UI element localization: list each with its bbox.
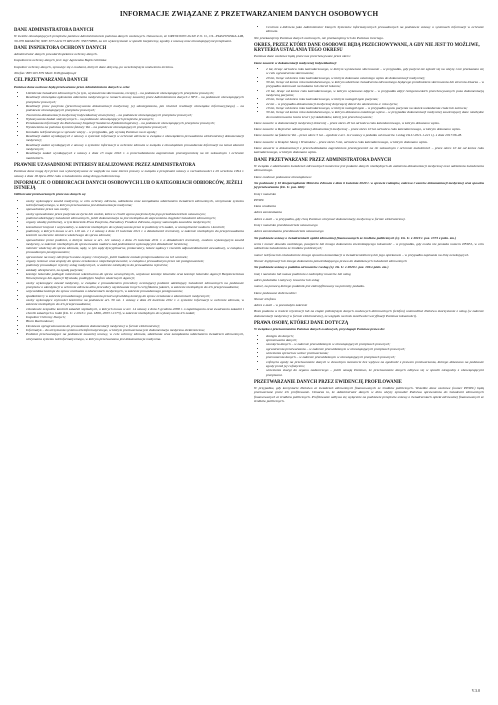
rights-lead: W związku z przetwarzaniem Państwa danych osobowych, przysługuje Państwu prawo do: — [254, 327, 386, 332]
list-item: • 20 lat, licząc od końca roku kalendarzowego, w którym dokonano ostatniego wpisu do dokumentacji medycznej; — [266, 76, 484, 80]
list-item: • uprawnione na mocy odrębnych ustaw organy i instytucje, jeżeli badanie zostało przeprowadzone na ich wniosek; — [26, 255, 244, 259]
list-item: • Informatyk – do utrzymania systemu teleinformatycznego, w którym przetwarzana jest dokumentacja medyczna elektroniczna; — [26, 328, 244, 332]
list-item: • 2 lat, licząc od końca roku kalendarzowego, w którym wystawiono skierowanie – w przypadku, gdy pacjent nie zgłosił się na wizytę i nie przekazano się w celu ograniczenia skierowania; — [266, 67, 484, 76]
recipients-list-continued — [254, 25, 484, 34]
data-field: Adres zamieszkania — [254, 210, 282, 215]
list-item: • Realizacji zadań wynikających z umowy o systemie informacji w ochronie zdrowia w związku z obowiązkiem prowadzenia elektronicznej dokumentacji medycznej; — [26, 134, 244, 143]
list-item: • Tworzenia dokumentacji medycznej indywidualnej zewnętrznej – na podstawie obowiązujących przepisów prawnych; — [26, 113, 244, 117]
list-item: • usunięcia danych – w zakresie przewidzianym w obowiązujących przepisach prawnych; — [266, 342, 484, 346]
list-item: • 10 lat, licząc od końca roku kalendarzowego, w którym wykonano zdjęcie – w przypadku zdjęć rentgenowskich przechowywanych poza dokumentacją medyczną pacjenta; — [266, 89, 484, 98]
list-item: • Wykonywania badań statystycznych – na podstawie obowiązujących przepisów prawnych; — [26, 117, 244, 121]
recipients-list — [14, 199, 244, 341]
admin-heading: DANE ADMINISTRATORA DANYCH — [14, 28, 94, 33]
list-item: • wniesienia sprzeciwu wobec przetwarzania; — [266, 351, 484, 355]
purpose-lead: Państwa dane osobowe będą przetwarzane przez Administratora danych w celu: — [14, 84, 131, 89]
list-item: • Realizacji zadań wynikających z umowy o systemie informacji w ochronie zdrowia w związku z obowiązkiem prowadzenia informacji na temat zdarzeń medycznych; — [26, 143, 244, 152]
list-item: • wniesienia skargi do organu nadzorczego – jeżeli uznają Państwo, że przetwarzanie danych odbywa się w sposób niezgodny z obowiązującymi przepisami. — [266, 368, 484, 377]
list-item: • spadkobiercy w zakresie prowadzonego postępowania przed wojewódzką komisją do spraw orzekania o zdarzeniach medycznych; — [26, 294, 244, 298]
list-item: • sprostowania danych; — [266, 338, 484, 342]
columns — [14, 25, 484, 405]
list-item: • podmiot udzielający świadczeń zdrowotnych, jeżeli dokumentacja ta jest niezbędna do zapewnienia ciągłości świadczeń zdrowotnych; — [26, 216, 244, 220]
list-item: • osoby wykonujące czynności kontrolne na podstawie art. 39 ust. 1 ustawy z dnia 29 kwietnia 2011 r. o systemie informacji w ochronie zdrowia, w zakresie niezbędnym do ich przeprowadzenia; — [26, 298, 244, 307]
data-field: PESEL — [254, 197, 265, 202]
rights-heading: PRAWA OSOBY, KTÓREJ DANE DOTYCZĄ — [254, 321, 349, 327]
list-item: • ograniczenia przetwarzania – w zakresie przewidzianym w obowiązujących przepisach prawnych; — [266, 347, 484, 351]
list-item: • komisje lekarskie podległe ministrowi właściwemu do spraw wewnętrznych, wojskowe komisje lekarskie oraz komisje lekarskie Agencji Bezpieczeństwa Wewnętrznego lub Agencji Wywiadu, podległym Szefom właściwych Agencji; — [26, 272, 244, 281]
data-field: Data urodzenia — [254, 204, 277, 209]
document-title: INFORMACJE ZWIĄZANE Z PRZETWARZANIEM DANYCH OSOBOWYCH — [119, 10, 379, 18]
list-item: • Udzielenia świadczeń zdrowotnych (w tym, wystawienia skierowania, recepty) – na podstawie obowiązujących przepisów prawnych; — [26, 91, 244, 95]
processed-data-paragraph-12: numer, za pomocą którego podatnik jest zidentyfikowany na potrzeby podatku. — [254, 284, 365, 289]
list-item: • Realizacji obowiązku zgłoszenia zdarzenia medycznego w ramach umowy zawartej przez Administratora danych z NFZ – na podstawie obowiązujących przepisów prawnych; — [26, 95, 244, 104]
processed-data-paragraph-11: adres podatnika i nabywcy towarów lub usług — [254, 277, 320, 282]
list-item: • Wystawienia na państwa życzenie faktury Vat – na podstawie obowiązujących przepisów prawnych; — [26, 125, 244, 129]
list-item: • cofnięcia zgody na przetwarzanie danych w dowolnym momencie bez wpływu na zgodność z prawem przetwarzania, którego dokonano na podstawie zgody przed jej cofnięciem; — [266, 360, 484, 369]
list-item: • dostępu do danych; — [266, 334, 484, 338]
iod-contact: Telefon: 883 925 879 Mail: IOD@ozdpm.pl — [14, 71, 77, 76]
processed-data-paragraph-1: W związku z udzielaniem świadczeń zdrowotnych konieczne jest podanie danych niezbędnych do założenia dokumentacji medycznej oraz udzielania świadczenia zdrowotnego. — [254, 163, 484, 173]
retention-paragraph-2: Dane zawarte w Rejestrze udostępnionej dokumentacji medycznej – przez okres 10 lat od końca roku kalendarzowego, w którym dokonano wpisu. — [254, 127, 461, 132]
list-item: • przenoszenia danych – w zakresie przewidzianym w obowiązujących przepisach prawnych; — [266, 355, 484, 359]
list-item: • Inspektor Ochrony Danych; — [26, 315, 244, 319]
list-item: • zakłady ubezpieczeń, za zgodą pacjenta; — [26, 268, 244, 272]
list-item: • upoważnione przez podmiot, o którym mowa w art. 121 ustawy z dnia 15 kwietnia 2011 r. o działalności leczniczej, osobom wykonującym zawód medyczny, w zakresie niezbędnym do sprawowania nadzoru nad podmiotami wykonującymi działalność leczniczą; — [26, 238, 244, 247]
rights-list — [254, 334, 484, 377]
list-item: • Kontaktu telefonicznego w sprawie wizyty – w przypadku, gdy wyrażą Państwo na to zgodę; — [26, 130, 244, 134]
retention-paragraph-5: Dane zawarte w dokumentacji z przeciwdziałania zagrożeniom przestępczości na tle seksualnym i ochronie małoletnich – przez okres 10 lat od końca roku kalendarzowego, w którym dokonano wpisu. — [254, 146, 484, 155]
profiling-heading: PRZETWARZANIE DANYCH PRZEZ EWIDENCJĘ PROFILOWANIE — [254, 379, 402, 385]
processed-data-paragraph-3: Na podstawie § 10 Rozporządzenia Ministra Zdrowia z dnia 6 kwietnia 2020 r. w sprawie rodzajów, zakresu i wzorów dokumentacji medycznej oraz sposobu jej przetwarzania (Dz. U. poz. 666): — [254, 180, 484, 190]
version-label: V.3.0 — [471, 688, 480, 693]
retention-lead-1: Państwa dane osobowe będą przez nas przechowywane przez okres: — [254, 54, 351, 59]
list-item: • wojewódzka komisja do spraw orzekania o zdarzeniach medycznych, w zakresie prowadzonego postępowania; — [26, 289, 244, 293]
recipients-lead: Odbiorcami przetwarzanych przez nas danych są: — [14, 192, 87, 197]
processed-data-paragraph-2: Dane osobowe podawane obowiązkowo: — [254, 174, 312, 179]
list-item: • 20 lat, licząc od końca roku kalendarzowego, w którym nastąpił zgon pacjenta; — [266, 97, 484, 101]
list-item: • podmioty prowadzące rejestry usług medycznych, w zakresie niezbędnym do prowadzenia rejestrów; — [26, 263, 244, 267]
iod-heading: DANE INSPEKTORA OCHRONY DANYCH — [14, 45, 107, 51]
processed-data-paragraph-7: numer telefonu lub oświadczenie innego sposobu komunikacji w świadczeniobiorcą lub jego opiekunem – w przypadku zapisania na listę oczekujących. — [254, 252, 470, 257]
processed-data-paragraph-8: Numer legitymacji lub innego dokumentu potwierdzającego prawo do dodatkowych świadczeń zdrowotnych — [254, 258, 408, 263]
list-item: • Podmiot przetwarzające na podstawie zawartej umowy, w celu ochrony zdrowia, udzielania oraz zarządzania udzielaniem świadczeń zdrowotnych, utrzymania systemu teleinformatycznego, w którym przetwarzana jest dokumentacja medyczna. — [26, 332, 244, 341]
list-item: • 10 lat, licząc od końca roku kalendarzowego, w którym nastąpił zgon – w przypadku zgonu pacjenta na skutek uszkodzenia ciała lub zatrucia; — [266, 106, 484, 110]
list-item: • osoby upoważnione przez pacjenta za życia lub osobie, która w chwili zgonu pacjenta była jego przedstawicielem ustawowym; — [26, 212, 244, 216]
processed-data-paragraph-9: Na podstawie ustawy o podatku od towarów i usług (t.j. Dz. U. z 2020 r. poz. 106 z późn. zm.) — [254, 265, 389, 270]
processed-data-paragraph-6: seria i numer dowodu osobistego, paszportu lub innego dokumentu stwierdzającego tożsamość – w przypadku, gdy osoba nie posiada numeru PESEL, w celu udzielenia świadczenia ze środków publicznych; — [254, 242, 484, 251]
legitimate-interest-paragraph: Państwa dane mogą być przez nas wykorzystywane ze względu na nasz interes prawny w związku z przepisami ustawy o rachunkowości z 29 września 1994 r. ustawy z dnia 18 lipca 2002 roku o świadczeniu usług drogą elektroniczną. — [14, 169, 244, 178]
list-item: • Realizacja zadań wynikających z ustawy z dnia 13 maja 2016 r. o przeciwdziałaniu zagrożeniom przestępczością na tle seksualnym i ochronie małoletnich. — [26, 151, 244, 160]
right-column — [254, 25, 484, 405]
list-item: • członkowie zespołów kontroli zakażeń szpitalnych, o których mowa w art. 14 ustawy z dnia 5 grudnia 2008 r. o zapobieganiu oraz zwalczaniu zakażeń i chorób zakaźnych u ludzi (Dz. U. z 2016 r. poz. 1866, 2003 i 2173), w zakresie niezbędnym do wykonywania ich zadań; — [26, 307, 244, 316]
list-item: • Dostawca oprogramowania do prowadzenia dokumentacji medycznej w formie elektronicznej; — [26, 324, 244, 328]
profiling-paragraph: W przypadku, gdy korzystacie Państwo ze świadczeń zdrowotnych finansowanych ze środków publicznych. Wszelkie dane osobowe (numer PESEL) będą przetwarzane przez ich profilowanie. Oznacza to, że Administrator danych w dniu wizyty sprawdzi Państwa uprawnienia do świadczeń zdrowotnych finansowanych ze środków publicznych. Profilowanie odbywa się wyłącznie na podstawie przepisów ustawy o świadczeniach opieki zdrowotnej finansowanych ze środków publicznych. — [254, 386, 484, 404]
list-item: • 30 lat, licząc od końca roku kalendarzowego, w którym dokonano ostatniego wpisu – w przypadku dokumentacji medycznej zawierającej dane niezbędne do monitorowania losów krwi i jej składników, której jest przechowywanie; — [266, 110, 484, 119]
list-item: • Centrum e-Zdrowia jako Administrator Danych Systemów informatycznych prowadzonych na podstawie ustawy o systemach informacji w ochronie zdrowia. — [266, 25, 484, 34]
processed-data-paragraph-10: imię i nazwisko lub nazwa podmiotu z nadrzędny towarów lub usług — [254, 271, 351, 276]
data-field: Numer telefonu — [254, 296, 276, 301]
iod-paragraph-3: Inspektor ochrony danych, sprawuje się z osobami, których dane dotyczą, po wcześniejszym umówieniu terminu. — [14, 64, 174, 69]
list-item: • organy władzy publicznej, w tym Rzecznik Praw Pacjenta, Narodowy Fundusz Zdrowia, organy samorządu zawodów medycznych; — [26, 220, 244, 224]
list-item: • podmioty, o których mowa w art. 119 ust. 1 i 2 ustawy z dnia 15 kwietnia 2011 r. o działalności leczniczej, w zakresie niezbędnym do przeprowadzenia kontroli na zlecenie ministra właściwego do spraw zdrowia; — [26, 229, 244, 238]
list-item: • osoby wykonujące zawód medyczny, w celu ochrony zdrowia, udzielania oraz zarządzania udzielaniem świadczeń zdrowotnych, utrzymania systemu teleinformatycznego, w którym przetwarzana jest dokumentacja medyczna; — [26, 199, 244, 208]
retention-heading: OKRES, PRZEZ KTÓRY DANE OSOBOWE BĘDĄ PRZECHOWYWANE, A GDY NIE JEST TO MOŻLIWE, KRYTERIA USTALANIA TEGO OKRESU — [254, 42, 480, 54]
list-item: • minister właściwy do spraw zdrowia, sądy, w tym sądy dyscyplinarne, prokuratury, lekarz sądowy i rzecznik odpowiedzialności zawodowej, w związku z prowadzonym postępowaniem; — [26, 246, 244, 255]
list-item: • 22 lat – w przypadku dokumentacji medycznej dotyczącej dzieci do ukończenia 2. roku życia; — [266, 102, 484, 106]
processed-data-paragraph-4: Adres e-mail – w przypadku, gdy chcą Państwo otrzymać dokumentację medyczną w formie elektronicznej. — [254, 216, 406, 221]
admin-paragraph: W świetle obowiązujących przepisów państwu Administratorem państwa danych osobowych. Oznacza to, że ORTODONCJA SP. Z O. O., UL. PIASTOWSKA 44B, 30-070 KRAKÓW, NIP: 6771421175 REGON: 356779890, za ich wykorzystanie w sposób bezpieczny, zgodny z umową oraz obowiązującymi przepisami. — [14, 34, 244, 43]
list-item: • Biuro Rachunkowe; — [26, 319, 244, 323]
list-item: • upoważnione przez nas osoby; — [26, 207, 244, 211]
processed-data-paragraph-5: Na podstawie ustawy o świadczeniach opieki zdrowotnej finansowanych ze środków publicznych (t.j. Dz. U. z 2019 r. poz. 1373 z późn. zm.) — [254, 235, 457, 240]
list-item: • konsultanci krajowi i wojewódzcy, w zakresie niezbędnym do wykonywania przez te podmioty ich zadań, w szczególności nadzoru i kontroli; — [26, 225, 244, 229]
legitimate-interest-heading: PRAWNIE UZASADNIONE INTERESY REALIZOWANE PRZEZ ADMINISTRATORA — [14, 162, 196, 168]
list-item: • Przekazania informacji do Państwowej Inspekcji Sanitarno-Epidemiologicznej – na podstawie obowiązujących przepisów prawnych; — [26, 121, 244, 125]
no-transfer-paragraph: Nie przekazujemy Państwa danych osobowych, nie przekazujemy ich do Państwa trzeciego. — [254, 35, 384, 40]
list-item: • organy rentowe oraz zespoły do spraw orzekania o niepełnosprawności, w związku z prowadzonym przez nie postępowaniem; — [26, 259, 244, 263]
data-field: Adres zamieszkania przedstawiciela ustawowego — [254, 229, 324, 234]
recipients-heading: INFORMACJE O ODBIORCACH DANYCH OSOBOWYCH LUB O KATEGORIACH ODBIORCÓW, JEŻELI ISTNIEJĄ — [14, 180, 243, 192]
retention-paragraph-3: Dane zawarte na fakturze Vat – przez okres 5 lat – zgodnie z art. 112 ustawy o podatku od towarów i usług Dz.U.2011.1.221 t.j. z dnia 2017.06.28. — [254, 133, 463, 138]
list-item: • Realizacji praw pacjenta (przechowywania dokumentacji medycznej, jej udostępniania, jak również realizacji obowiązku informacyjnego) – na podstawie obowiązujących przepisów prawnych; — [26, 104, 244, 113]
data-field: Imię i nazwisko przedstawiciela ustawowego — [254, 223, 318, 228]
iod-paragraph-1: Administrator danych powołał Inspektora ochrony danych. — [14, 52, 98, 57]
list-item: • 30 lat, licząc od końca roku kalendarzowego, w którym udzielono świadczenia zdrowotnego będącego przedmiotem skierowania lub zlecenia lekarza – w przypadku skierowań na badania lub zleceń lekarza; — [266, 80, 484, 89]
iod-paragraph-2: Inspektorem ochrony danych jest: mgr Agnieszka Bajek Gibińska — [14, 58, 107, 63]
retention-paragraph-1: Dane zawarte w dokumentacji medycznej zbiorczej – przez okres 20 lat od końca roku kalendarzowego, w którym dokonano wpisu. — [254, 120, 440, 125]
processed-data-paragraph-13: Dane podawane dobrowolnie: — [254, 290, 298, 295]
retention-lead-2: Dane zawarte w dokumentacji medycznej indywidualnej: — [254, 60, 337, 65]
list-item: • osoby wykonujące zawód medyczny, w związku z prowadzeniem procedury oceniającej podmiot udzielający świadczeń zdrowotnych na podstawie przepisów o akredytacji w ochronie zdrowia albo procedury uzyskiwania innych certyfikatów jakości, w zakresie niezbędnym do ich przeprowadzenia; — [26, 281, 244, 290]
purpose-heading: CEL PRZETWARZANIA DANYCH — [14, 78, 88, 84]
processed-data-heading: DANE PRZETWARZANE PRZEZ ADMINISTRATORA DANYCH — [254, 157, 392, 163]
retention-list — [254, 67, 484, 119]
data-field: Imię i nazwisko — [254, 191, 277, 196]
retention-paragraph-4: Dane zawarte w Książce Skarg i Wniosków – przez okres 5 lat, od końca roku kalendarzowego, w którym dokonano wpisu. — [254, 139, 428, 144]
left-column — [14, 25, 244, 405]
purpose-list — [14, 91, 244, 160]
data-field: Adres e-mail – w pozostałym zakresie — [254, 303, 308, 308]
processed-data-paragraph-14: Brak podania w trakcie rejestracji lub na etapie późniejszym danych osobowych dobrowolnych (telefon) uniemożliwi Państwu skorzystanie z usług (w zakresie dokumentacji medycznej w formie elektronicznej, ze względu na brak możliwości weryfikacji Państwa tożsamości). — [254, 309, 484, 318]
